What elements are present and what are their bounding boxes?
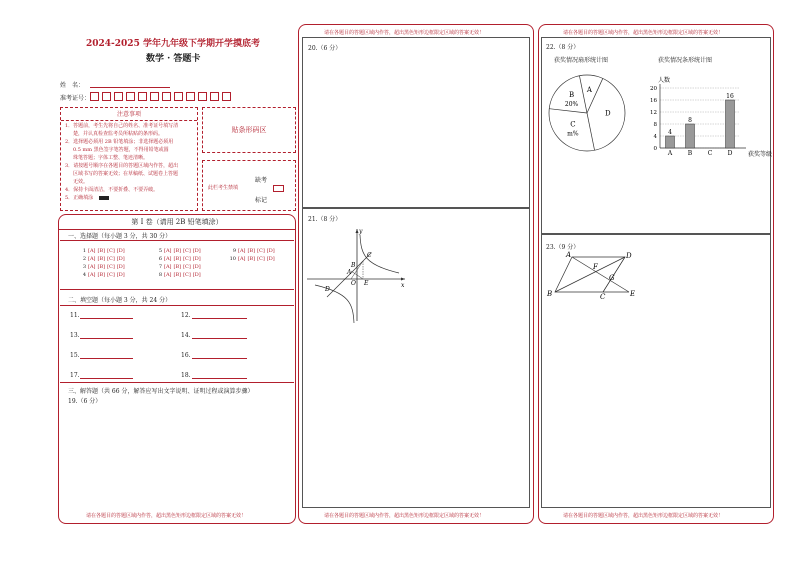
fig21-label-b: B [351,262,356,269]
pie-slice-label: B [569,90,575,99]
choice-option[interactable]: [B] [97,272,106,278]
blank-12-line[interactable] [192,318,247,319]
warning-left: 请在各题目的答题区域内作答，超出黑色矩形边框限定区域的答案无效！ [86,513,247,519]
choice-option[interactable]: [C] [107,256,115,262]
barcode-area [202,107,296,153]
choice-number: 8 [158,272,162,278]
bar-xtick: A [667,150,673,157]
notice-sample-label: 5．正确填涂 [65,194,178,202]
bar-ytick: 0 [653,146,657,152]
section2-title: 二、填空题（每小题 3 分，共 24 分） [68,297,172,304]
choice-option[interactable]: [B] [97,264,106,270]
fig23-label-a: A [566,251,572,259]
choice-option[interactable]: [B] [173,264,182,270]
choice-option[interactable]: [B] [247,256,256,262]
bar-ytick: 8 [653,122,657,128]
blank-11-line[interactable] [80,318,133,319]
notice-title: 注意事项 [61,109,197,121]
q23-figure [545,249,645,299]
bar-ylabel: 人数 [658,77,671,84]
choice-row-8 [154,272,203,278]
choice-option[interactable]: [C] [183,272,191,278]
pie-slice-edge [587,78,603,113]
choice-option[interactable]: [C] [107,272,115,278]
choice-option[interactable]: [B] [97,256,106,262]
choice-option[interactable]: [A] [164,272,172,278]
pie-slice-label: C [570,120,576,129]
choice-number: 6 [158,256,162,262]
choice-option[interactable]: [D] [116,248,125,254]
bar-rect-D [726,100,735,148]
pie-slice-percent: 20% [564,100,579,108]
bar-rect-A [666,136,675,148]
choice-number: 7 [158,264,162,270]
blank-16-label: 16. [181,352,191,359]
q22-area[interactable] [541,37,771,234]
choice-number: 3 [82,264,86,270]
fig23-label-g: G [609,274,615,282]
choice-row-6 [154,256,203,262]
choice-option[interactable]: [D] [116,256,125,262]
section1-banner: 第 I 卷（请用 2B 铅笔填涂） [59,217,295,230]
blank-14-label: 14. [181,332,191,339]
absent-checkbox[interactable] [273,185,284,192]
notice-line: 0.5 mm 黑色签字笔答题，不得用铅笔或圆 [73,147,169,153]
choice-option[interactable]: [D] [192,264,201,270]
blank-18-label: 18. [181,372,191,379]
warning-mid-top: 请在各题目的答题区域内作答，超出黑色矩形边框限定区域的答案无效！ [324,30,485,36]
blank-15-label: 15. [70,352,80,359]
bar-value-label: 8 [688,117,692,124]
bar-ytick: 4 [653,134,657,140]
choice-option[interactable]: [A] [88,256,96,262]
fig21-label-a: A [347,269,352,276]
pie-slice-edge [549,109,587,113]
choice-option[interactable]: [D] [192,272,201,278]
blank-12-label: 12. [181,312,191,319]
choice-row-3 [78,264,127,270]
choice-option[interactable]: [C] [257,256,265,262]
choice-option[interactable]: [D] [266,248,275,254]
bar-chart [642,68,772,158]
name-label: 姓 名： [60,82,85,89]
blank-18-line[interactable] [192,378,247,379]
fig21-label-d: D [325,286,330,293]
blank-17-line[interactable] [80,378,133,379]
section3-title: 三、解答题（共 66 分，解答应写出文字说明、证明过程或演算步骤） [68,388,254,395]
fig21-label-e: E [364,280,369,287]
bar-xtick: B [687,150,693,157]
choice-option[interactable]: [B] [173,256,182,262]
notice-line: 珠笔答题；字体工整、笔迹清晰。 [73,155,149,161]
notice-line: 无效。 [73,179,89,185]
pie-slice-edge [587,113,595,150]
choice-row-1 [78,248,127,254]
notice-line: 4．保持卡面清洁，不要折叠、不要弄破。 [65,187,159,193]
fig23-label-c: C [600,293,606,299]
notice-line: 1．答题前，考生先将自己的姓名、准考证号填写清 [65,123,179,129]
q21-figure [307,225,407,325]
warning-mid-bottom: 请在各题目的答题区域内作答，超出黑色矩形边框限定区域的答案无效！ [324,513,485,519]
fig21-label-o: O [351,280,356,287]
bar-value-label: 16 [726,93,734,100]
choice-option[interactable]: [B] [247,248,256,254]
pie-slice-percent: m% [567,130,579,138]
choice-option[interactable]: [D] [266,256,275,262]
notice-line: 2．选择题必须用 2B 铅笔填涂；非选择题必须用 [65,139,174,145]
blank-15-line[interactable] [80,358,133,359]
choice-row-7 [154,264,203,270]
bar-xtick: D [727,150,733,157]
q23-area[interactable] [541,234,771,508]
warning-right-bottom: 请在各题目的答题区域内作答，超出黑色矩形边框限定区域的答案无效！ [563,513,724,519]
name-field[interactable] [90,87,170,88]
pie-slice-label: D [604,109,611,118]
blank-13-label: 13. [70,332,80,339]
choice-option[interactable]: [D] [192,256,201,262]
bar-ytick: 12 [650,110,657,116]
notice-line: 3．请按题号顺序在各题目的答题区域内作答，超出 [65,163,179,169]
fig21-label-x: x [401,282,405,289]
fig23-label-b: B [547,290,553,298]
choice-number: 4 [82,272,86,278]
choice-option[interactable]: [C] [257,248,265,254]
bar-ytick: 20 [650,86,657,92]
choice-row-9 [228,248,277,254]
choice-number: 9 [232,248,236,254]
choice-number: 2 [82,256,86,262]
warning-right-top: 请在各题目的答题区域内作答，超出黑色矩形边框限定区域的答案无效！ [563,30,724,36]
absent-box [202,160,296,211]
absent-line1: 缺考 [255,177,268,184]
choice-option[interactable]: [B] [173,272,182,278]
choice-number: 5 [158,248,162,254]
q21-area[interactable] [302,208,530,508]
q22-label: 22.（8 分） [546,44,580,51]
notice-box [60,107,198,211]
bar-value-label: 4 [668,129,672,136]
choice-option[interactable]: [D] [192,248,201,254]
blank-17-label: 17. [70,372,80,379]
choice-option[interactable]: [D] [116,264,125,270]
barcode-label: 贴条形码区 [231,126,267,134]
notice-line: 区域书写的答案无效；在草稿纸、试题卷上答题 [73,171,179,177]
fig21-label-y: y [359,228,363,235]
page-title: 2024-2025 学年九年级下学期开学摸底考 [86,39,260,49]
choice-option[interactable]: [A] [88,272,96,278]
choice-option[interactable]: [A] [164,256,172,262]
q19-label: 19.（6 分） [68,398,102,405]
choice-option[interactable]: [A] [164,248,172,254]
q23-label: 23.（9 分） [546,244,580,251]
bar-xlabel: 获奖等级 [748,151,772,158]
section1-title: 一、选择题（每小题 3 分，共 30 分） [68,233,172,240]
pie-slice-label: A [586,86,592,95]
pie-chart [542,68,632,158]
absent-line3: 标记 [255,197,268,204]
choice-option[interactable]: [C] [107,248,115,254]
q20-label: 20.（6 分） [308,45,342,52]
notice-line: 楚，并认真检查监考员所粘贴的条形码。 [73,131,164,137]
choice-row-4 [78,272,127,278]
choice-option[interactable]: [C] [183,264,191,270]
fig23-label-d: D [626,252,632,260]
bar-ytick: 16 [650,98,657,104]
choice-number: 1 [82,248,86,254]
bar-xtick: C [707,150,713,157]
choice-option[interactable]: [A] [88,264,96,270]
choice-option[interactable]: [A] [238,248,246,254]
choice-option[interactable]: [D] [116,272,125,278]
choice-option[interactable]: [C] [107,264,115,270]
choice-option[interactable]: [A] [88,248,96,254]
fig23-label-e: E [630,290,636,298]
choice-option[interactable]: [B] [97,248,106,254]
q21-label: 21.（8 分） [308,216,342,223]
bar-rect-B [686,124,695,148]
fig23-label-f: F [593,263,598,271]
pie-title: 获奖情况扇形统计图 [554,57,609,64]
choice-row-10 [228,256,277,262]
choice-option[interactable]: [B] [173,248,182,254]
id-label: 准考证号： [60,95,91,102]
blank-16-line[interactable] [192,358,247,359]
q20-area[interactable] [302,37,530,208]
filled-sample-icon [99,196,109,200]
choice-number: 10 [229,256,236,262]
choice-option[interactable]: [A] [238,256,246,262]
choice-option[interactable]: [C] [183,248,191,254]
choice-option[interactable]: [C] [183,256,191,262]
blank-13-line[interactable] [80,338,133,339]
page-subtitle: 数学 · 答题卡 [146,54,201,64]
choice-option[interactable]: [A] [164,264,172,270]
bar-title: 获奖情况条形统计图 [658,57,713,64]
blank-14-line[interactable] [192,338,247,339]
pie-slice-edge [579,76,587,113]
absent-line2: 此栏考生禁填 [208,185,239,191]
choice-row-5 [154,248,203,254]
blank-11-label: 11. [70,312,80,319]
fig21-label-c: C [367,252,372,259]
choice-row-2 [78,256,127,262]
